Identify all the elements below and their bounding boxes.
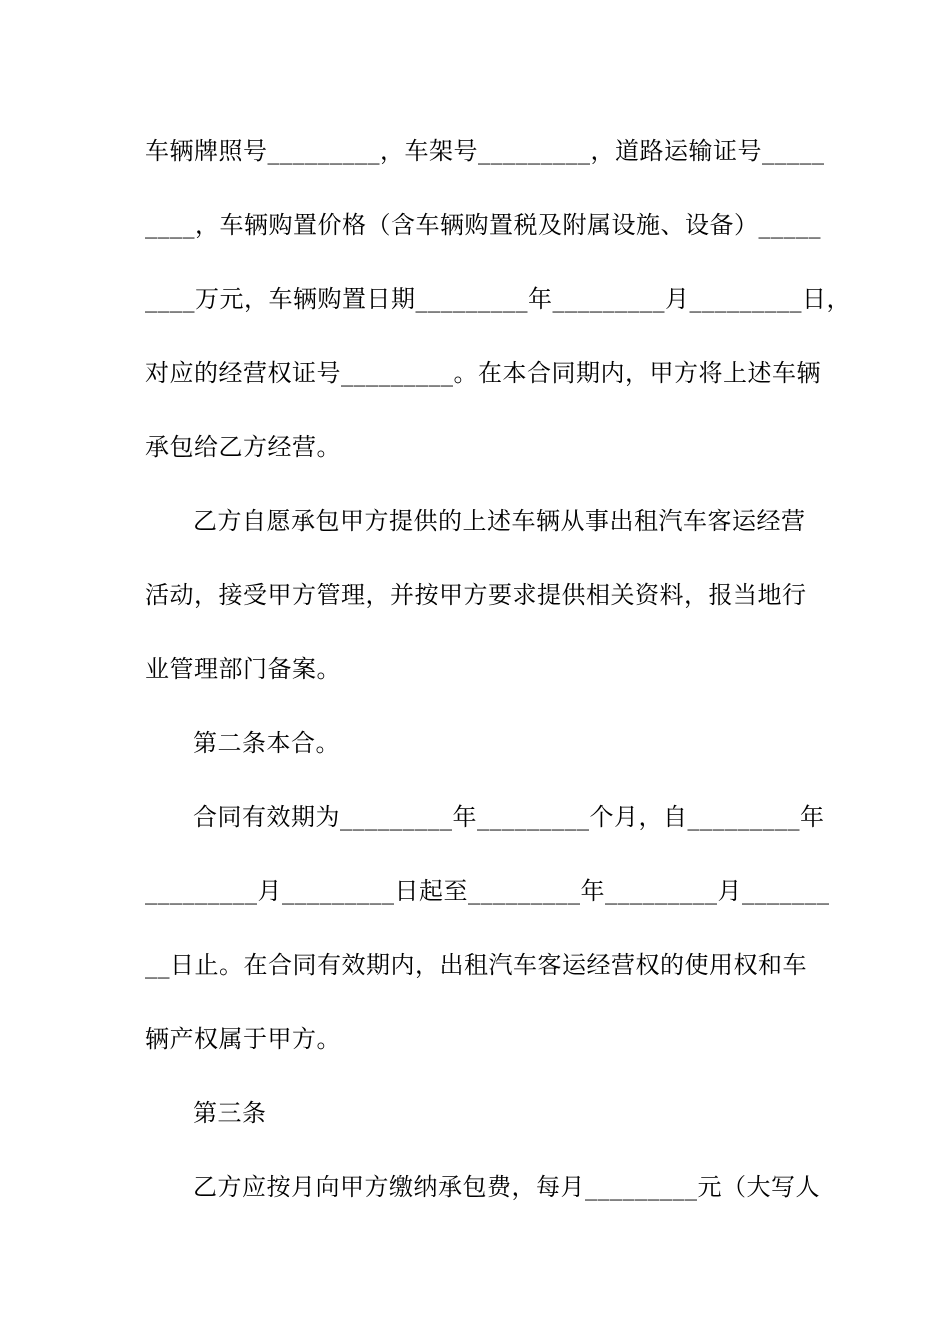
text-line: 业管理部门备案。 xyxy=(145,655,341,683)
text-line: __日止。在合同有效期内，出租汽车客运经营权的使用权和车 xyxy=(145,951,807,979)
article-heading: 第二条本合。 xyxy=(193,729,340,757)
paragraph-start-line: 乙方应按月向甲方缴纳承包费，每月_________元（大写人 xyxy=(193,1173,820,1201)
text-line: _________月_________日起至_________年_________月_______ xyxy=(145,877,830,905)
text-line: 辆产权属于甲方。 xyxy=(145,1025,341,1053)
text-line: ____万元，车辆购置日期_________年_________月_________日， xyxy=(145,285,851,313)
text-line: 对应的经营权证号_________。在本合同期内，甲方将上述车辆 xyxy=(145,359,821,387)
text-line: 活动，接受甲方管理，并按甲方要求提供相关资料，报当地行 xyxy=(145,581,807,609)
paragraph-start-line: 乙方自愿承包甲方提供的上述车辆从事出租汽车客运经营 xyxy=(193,507,806,535)
text-line: 车辆牌照号_________，车架号_________，道路运输证号_____ xyxy=(145,137,825,165)
paragraph-start-line: 合同有效期为_________年_________个月，自_________年 xyxy=(193,803,825,831)
article-heading: 第三条 xyxy=(193,1099,267,1127)
text-line: 承包给乙方经营。 xyxy=(145,433,341,461)
text-line: ____，车辆购置价格（含车辆购置税及附属设施、设备）_____ xyxy=(145,211,821,239)
